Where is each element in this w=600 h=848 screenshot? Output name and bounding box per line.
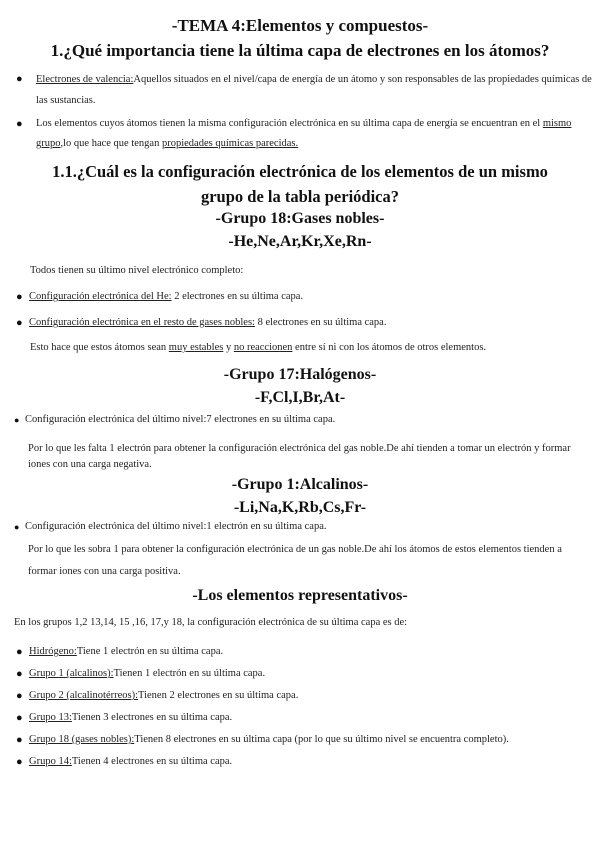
group-1-symbols: -Li,Na,K,Rb,Cs,Fr- xyxy=(233,499,367,516)
page-title: -TEMA 4:Elementos y compuestos- xyxy=(171,16,429,35)
valence-definition-cont: las sustancias. xyxy=(36,95,96,106)
group-17-symbols: -F,Cl,I,Br,At- xyxy=(254,389,346,406)
question-1-1-heading-line1: 1.1.¿Cuál es la configuración electrónica de los elementos de un mismo xyxy=(52,162,548,181)
same-config-line2: grupo,lo que hace que tengan propiedades químicas parecidas. xyxy=(36,138,299,149)
group-18-note: Esto hace que estos átomos sean muy estables y no reaccionen entre sí ni con los átomos de otros elementos. xyxy=(30,342,487,353)
bullet-dot-icon: ● xyxy=(16,646,23,658)
group-1-item: Configuración electrónica del último nivel:1 electrón en su última capa. xyxy=(25,521,327,532)
group-1-note-line1: Por lo que les sobra 1 para obtener la configuración electrónica de un gas noble.De ahí los átomos de estos elementos tienden a xyxy=(28,544,562,555)
bullet-dot-icon: ● xyxy=(14,522,20,532)
representative-title: -Los elementos representativos- xyxy=(192,587,408,604)
valence-term: Electrones de valencia: xyxy=(36,74,134,85)
group-17-item: Configuración electrónica del último nivel:7 electrones en su última capa. xyxy=(25,414,336,425)
group-1-note-line2: formar iones con una carga positiva. xyxy=(28,566,181,577)
bullet-dot-icon: ● xyxy=(16,712,23,724)
bullet-dot-icon: ● xyxy=(16,668,23,680)
valence-definition: Electrones de valencia:Aquellos situados en el nivel/capa de energía de un átomo y son responsables de las propiedades químicas de xyxy=(36,74,592,85)
group-18-item-rest: Configuración electrónica en el resto de gases nobles: 8 electrones en su última capa. xyxy=(29,317,387,328)
group-18-item-he: Configuración electrónica del He: 2 electrones en su última capa. xyxy=(29,291,304,302)
bullet-dot-icon: ● xyxy=(16,317,23,329)
list-item: Grupo 1 (alcalinos):Tienen 1 electrón en su última capa. xyxy=(29,668,266,679)
group-18-intro: Todos tienen su último nivel electrónico completo: xyxy=(30,265,244,276)
group-18-symbols: -He,Ne,Ar,Kr,Xe,Rn- xyxy=(228,233,372,250)
list-item: Grupo 13:Tienen 3 electrones en su última capa. xyxy=(29,712,233,723)
bullet-dot-icon: ● xyxy=(16,690,23,702)
list-item: Grupo 14:Tienen 4 electrones en su última capa. xyxy=(29,756,233,767)
group-17-note-line2: iones con una carga negativa. xyxy=(28,459,152,470)
list-item: Hidrógeno:Tiene 1 electrón en su última capa. xyxy=(29,646,224,657)
bullet-dot-icon: ● xyxy=(16,118,23,130)
bullet-dot-icon: ● xyxy=(16,756,23,768)
group-17-note-line1: Por lo que les falta 1 electrón para obtener la configuración electrónica del gas noble.De ahí tienden a tomar un electrón y formar xyxy=(28,443,571,454)
group-18-title: -Grupo 18:Gases nobles- xyxy=(215,210,385,227)
same-config-line1: Los elementos cuyos átomos tienen la misma configuración electrónica en su última capa de energía se encuentran en el mismo xyxy=(36,118,572,129)
bullet-dot-icon: ● xyxy=(16,291,23,303)
bullet-dot-icon: ● xyxy=(14,415,20,425)
group-17-title: -Grupo 17:Halógenos- xyxy=(223,366,377,383)
list-item: Grupo 18 (gases nobles):Tienen 8 electrones en su última capa (por lo que su último nivel se encuentra completo). xyxy=(29,734,509,745)
list-item: Grupo 2 (alcalinotérreos):Tienen 2 electrones en su última capa. xyxy=(29,690,299,701)
representative-intro: En los grupos 1,2 13,14, 15 ,16, 17,y 18, la configuración electrónica de su última capa es de: xyxy=(14,617,408,628)
bullet-dot-icon: ● xyxy=(16,73,23,85)
group-1-title: -Grupo 1:Alcalinos- xyxy=(231,476,369,493)
bullet-dot-icon: ● xyxy=(16,734,23,746)
question-1-1-heading-line2: grupo de la tabla periódica? xyxy=(200,187,399,206)
question-1-heading: 1.¿Qué importancia tiene la última capa de electrones en los átomos? xyxy=(50,41,550,60)
